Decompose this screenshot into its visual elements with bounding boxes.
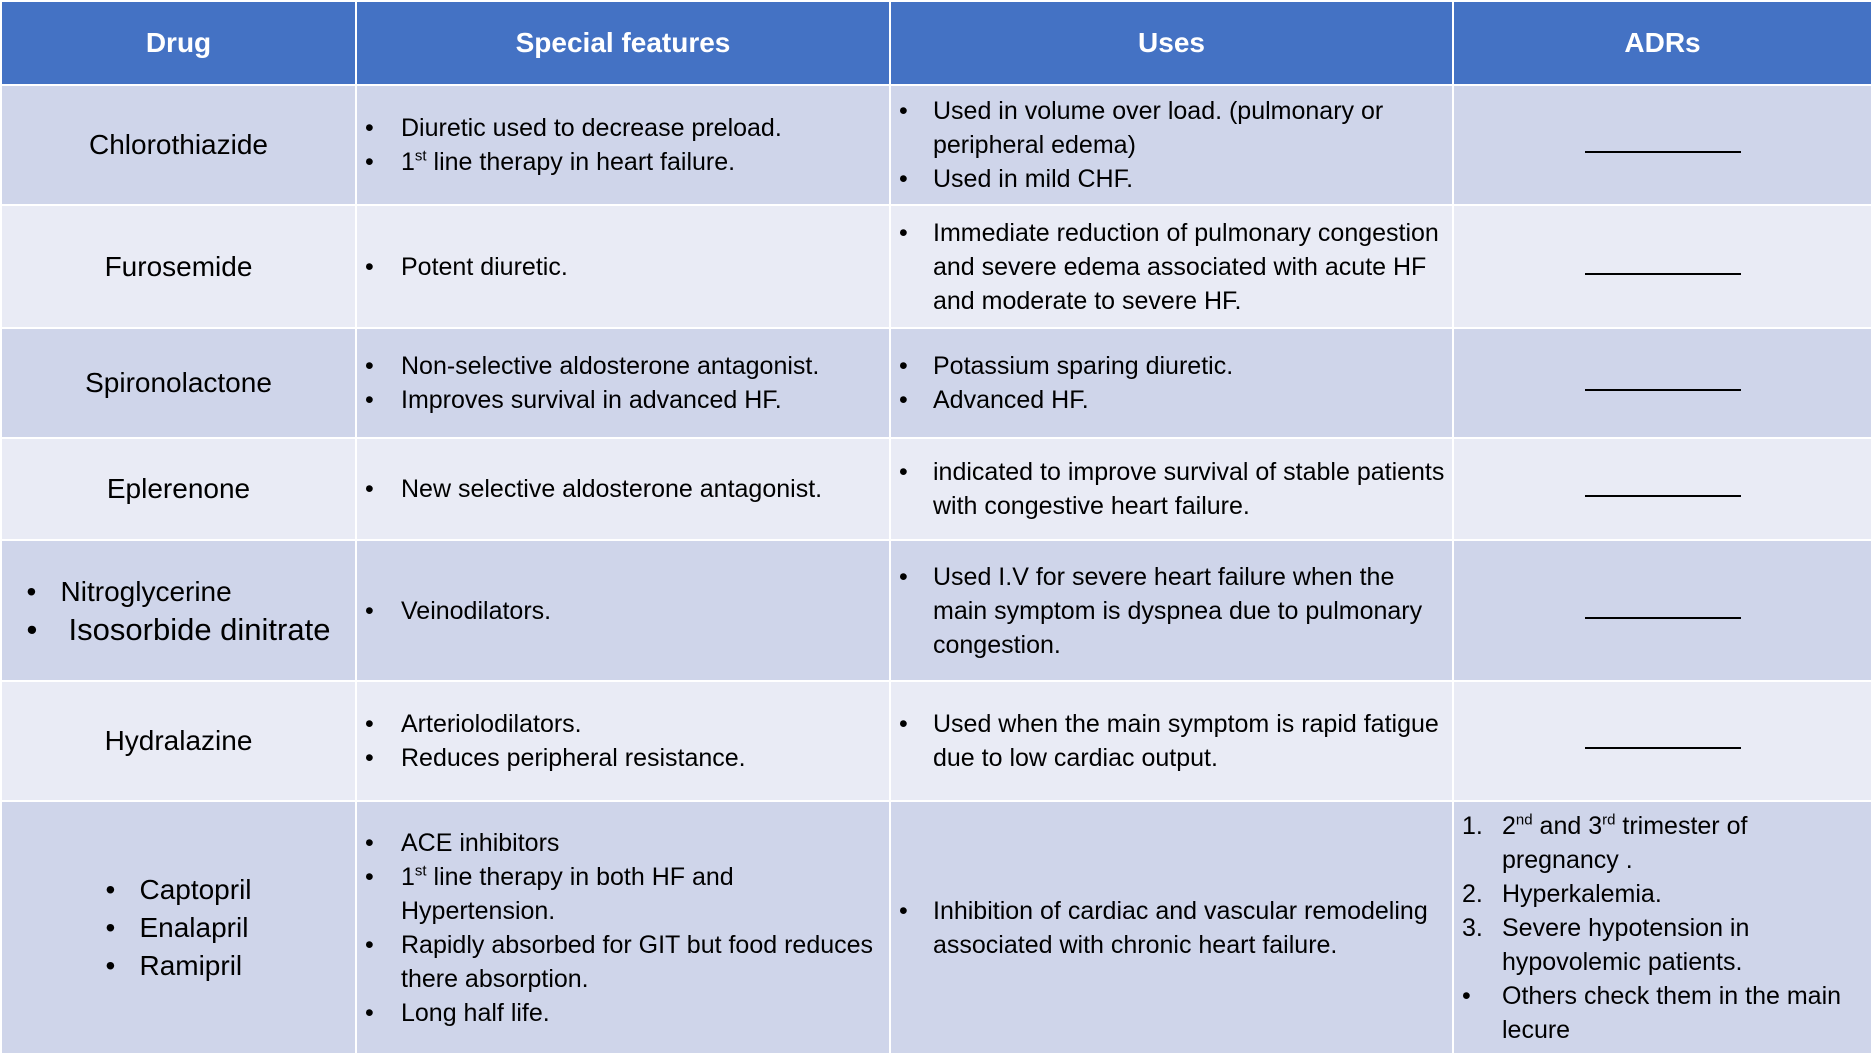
table-row — [1, 85, 1871, 205]
adr-cell — [1453, 328, 1871, 438]
adr-placeholder-line — [1585, 747, 1741, 749]
table-row — [1, 540, 1871, 681]
adr-list — [1454, 809, 1871, 1047]
header-drug: Drug — [1, 1, 356, 85]
adr-cell — [1453, 438, 1871, 540]
feature-item: • New selective aldosterone antagonist. — [365, 475, 823, 503]
drug-name: Spironolactone — [85, 367, 272, 398]
features-cell — [356, 801, 890, 1054]
feature-item: • Reduces peripheral resistance. — [365, 744, 746, 772]
feature-item: • Diuretic used to decrease preload. — [365, 114, 782, 142]
uses-cell — [890, 801, 1453, 1054]
adr-cell — [1453, 85, 1871, 205]
adr-item: 2. Hyperkalemia. — [1462, 879, 1662, 908]
drug-cell — [1, 540, 356, 681]
adr-placeholder-line — [1585, 495, 1741, 497]
use-item: • Used I.V for severe heart failure when the main symptom is dyspnea due to pulmonary congestion. — [899, 562, 1423, 659]
features-cell — [356, 540, 890, 681]
adr-item: 3. Severe hypotension in hypovolemic patients. — [1462, 913, 1750, 976]
uses-cell — [890, 85, 1453, 205]
drug-cell — [1, 85, 356, 205]
use-item: • Used in mild CHF. — [899, 165, 1134, 193]
use-item: • Inhibition of cardiac and vascular remodeling associated with chronic heart failure. — [899, 896, 1428, 959]
drug-list — [27, 573, 331, 649]
drug-name: • Captopril — [105, 873, 252, 905]
feature-item: • Long half life. — [365, 998, 550, 1027]
drug-cell — [1, 681, 356, 801]
drug-name: • Isosorbide dinitrate — [26, 611, 331, 647]
uses-cell — [890, 681, 1453, 801]
adr-cell — [1453, 205, 1871, 328]
drug-name: Furosemide — [104, 250, 253, 282]
table-row — [1, 438, 1871, 540]
use-item: • Potassium sparing diuretic. — [899, 352, 1234, 380]
features-cell — [356, 85, 890, 205]
drug-name: Chlorothiazide — [89, 129, 268, 160]
table-row — [1, 328, 1871, 438]
drug-name: Hydralazine — [104, 725, 253, 756]
uses-cell — [890, 328, 1453, 438]
drug-cell — [1, 801, 356, 1054]
adr-placeholder-line — [1585, 617, 1741, 619]
table-row — [1, 205, 1871, 328]
feature-item: • Arteriolodilators. — [365, 710, 582, 738]
header-uses: Uses — [890, 1, 1453, 85]
drug-name: • Ramipril — [105, 949, 243, 981]
features-cell — [356, 205, 890, 328]
uses-cell — [890, 205, 1453, 328]
drug-list — [105, 871, 251, 985]
uses-cell — [890, 438, 1453, 540]
drug-cell — [1, 205, 356, 328]
use-item: • Immediate reduction of pulmonary congestion and severe edema associated with acute HF and moderate to severe HF. — [899, 218, 1439, 315]
feature-item: • 1st line therapy in heart failure. — [365, 147, 736, 176]
adr-placeholder-line — [1585, 151, 1741, 153]
header-special-features: Special features — [356, 1, 890, 85]
features-cell — [356, 328, 890, 438]
adr-placeholder-line — [1585, 389, 1741, 391]
feature-item: • Non-selective aldosterone antagonist. — [365, 352, 820, 380]
feature-item: • ACE inhibitors — [365, 828, 560, 857]
use-item: • Used in volume over load. (pulmonary or peripheral edema) — [899, 97, 1384, 159]
adr-cell — [1453, 540, 1871, 681]
drug-cell — [1, 438, 356, 540]
use-item: • Advanced HF. — [899, 386, 1089, 414]
adr-item: • Others check them in the main lecure — [1462, 981, 1842, 1044]
use-item: • indicated to improve survival of stable patients with congestive heart failure. — [899, 458, 1445, 520]
features-cell — [356, 681, 890, 801]
header-row — [1, 1, 1871, 85]
feature-item: • 1st line therapy in both HF and Hypertension. — [365, 862, 734, 925]
drug-name: Eplerenone — [106, 473, 251, 504]
adr-cell — [1453, 801, 1871, 1054]
table-row — [1, 801, 1871, 1054]
drug-name: • Enalapril — [105, 911, 249, 943]
drug-name: • Nitroglycerine — [26, 575, 232, 607]
adr-cell — [1453, 681, 1871, 801]
feature-item: • Potent diuretic. — [365, 252, 568, 281]
feature-item: • Veinodilators. — [365, 596, 552, 625]
drug-cell — [1, 328, 356, 438]
uses-cell — [890, 540, 1453, 681]
adr-item: 1. 2nd and 3rd trimester of pregnancy . — [1462, 811, 1748, 874]
features-cell — [356, 438, 890, 540]
use-item: • Used when the main symptom is rapid fatigue due to low cardiac output. — [899, 710, 1439, 772]
adr-placeholder-line — [1585, 273, 1741, 275]
header-adrs: ADRs — [1453, 1, 1871, 85]
table-row — [1, 681, 1871, 801]
feature-item: • Improves survival in advanced HF. — [365, 386, 782, 414]
feature-item: • Rapidly absorbed for GIT but food reduces there absorption. — [365, 930, 874, 993]
